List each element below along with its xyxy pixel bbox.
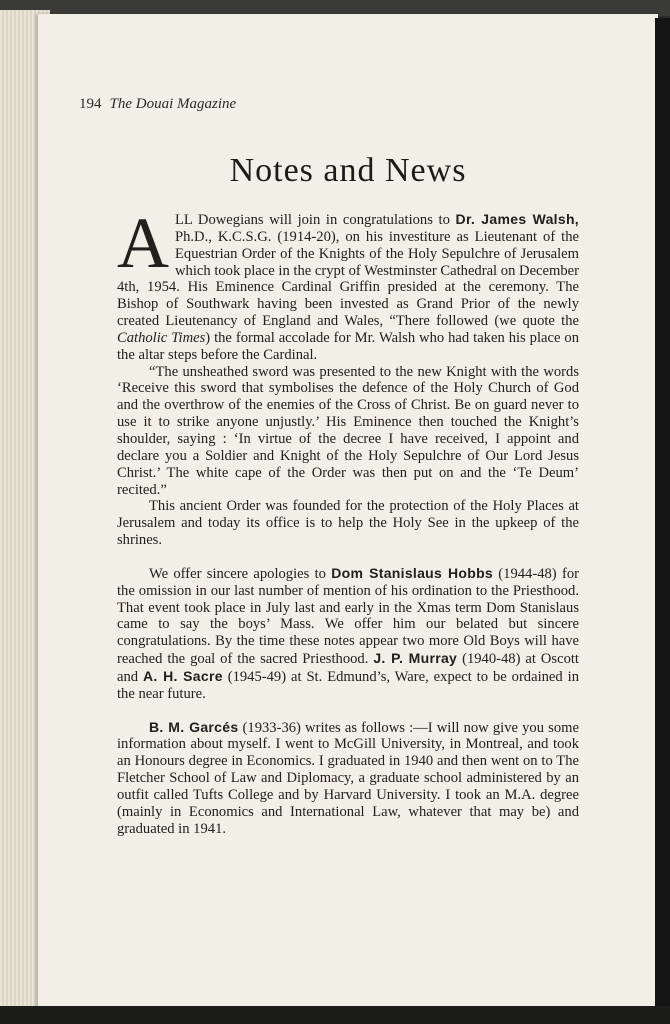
page-number: 194 xyxy=(79,96,102,112)
publication-catholic-times: Catholic Times xyxy=(117,329,206,346)
paragraph-walsh-investiture xyxy=(117,203,579,364)
paragraph-hobbs-apology xyxy=(117,565,579,703)
scan-bottom-border xyxy=(0,1006,670,1024)
text-run: We offer sincere apologies to xyxy=(149,565,332,582)
publication-title: The Douai Magazine xyxy=(109,96,237,112)
running-head xyxy=(79,96,236,113)
text-run: (1945-49) at St. Edmund’s, Ware, expect to be ordained in the near future. xyxy=(117,668,579,702)
text-run: LL Dowegians will join in congratulations to xyxy=(175,212,456,228)
text-run: Ph.D., K.C.S.G. (1914-20), on his investiture as Lieutenant of the Equestrian Order of the Knights of the Holy Sepulchre of Jerusalem which took place in the crypt of Westminster Cathedral on December 4th, 1954. His Eminence Cardinal Griffin presided at the ceremony. The Bishop of Southwark having been invested as Grand Prior of the newly created Lieutenancy of England and Wales, “There followed (we quote the xyxy=(117,228,579,330)
article-body xyxy=(117,203,579,838)
paragraph-garces-letter xyxy=(117,719,579,838)
name-a-h-sacre: A. H. Sacre xyxy=(143,667,223,684)
text-run: (1933-36) writes as follows :—I will now give you some information about myself. I went to McGill University, in Montreal, and took an Honours degree in Economics. I graduated in 1940 and then went on to The Fletcher School of Law and Diplomacy, a graduate school administered by an outfit called Tufts College and by Harvard University. I took an M.A. degree (mainly in Economics and International Law, whatever that may be) and graduated in 1941. xyxy=(117,719,579,837)
name-dom-stanislaus-hobbs: Dom Stanislaus Hobbs xyxy=(331,564,494,581)
text-run: ) the formal accolade for Mr. Walsh who had taken his place on the altar steps before the Cardinal. xyxy=(117,329,579,363)
drop-cap: A xyxy=(117,203,169,283)
text-run: (1940-48) at Oscott and xyxy=(117,651,579,685)
name-b-m-garces: B. M. Garcés xyxy=(149,718,239,735)
paragraph-order-history: This ancient Order was founded for the protection of the Holy Places at Jerusalem and today its office is to help the Holy See in the upkeep of the shrines. xyxy=(117,498,579,549)
name-dr-james-walsh: Dr. James Walsh, xyxy=(455,211,579,227)
text-run: (1944-48) for the omission in our last number of mention of his ordination to the Priesthood. That event took place in July last and early in the Xmas term Dom Stanislaus came to say the boys’ Mass. We offer him our belated but sincere congratulations. By the time these notes appear two more Old Boys will have reached the goal of the sacred Priesthood. xyxy=(117,565,579,668)
paragraph-accolade-quote: “The unsheathed sword was presented to the new Knight with the words ‘Receive this sword that symbolises the defence of the Holy Church of God and the overthrow of the enemies of the Cross of Christ. Be on guard never to use it to strike anyone unjustly.’ His Eminence then touched the Knight’s shoulder, saying : ‘In virtue of the decree I have received, I appoint and declare you a Soldier and Knight of the Holy Sepulchre of Our Lord Jesus Christ.’ The white cape of the Order was then put on and the ‘Te Deum’ recited.” xyxy=(117,363,579,498)
section-heading: Notes and News xyxy=(229,152,467,189)
name-j-p-murray: J. P. Murray xyxy=(373,650,458,667)
